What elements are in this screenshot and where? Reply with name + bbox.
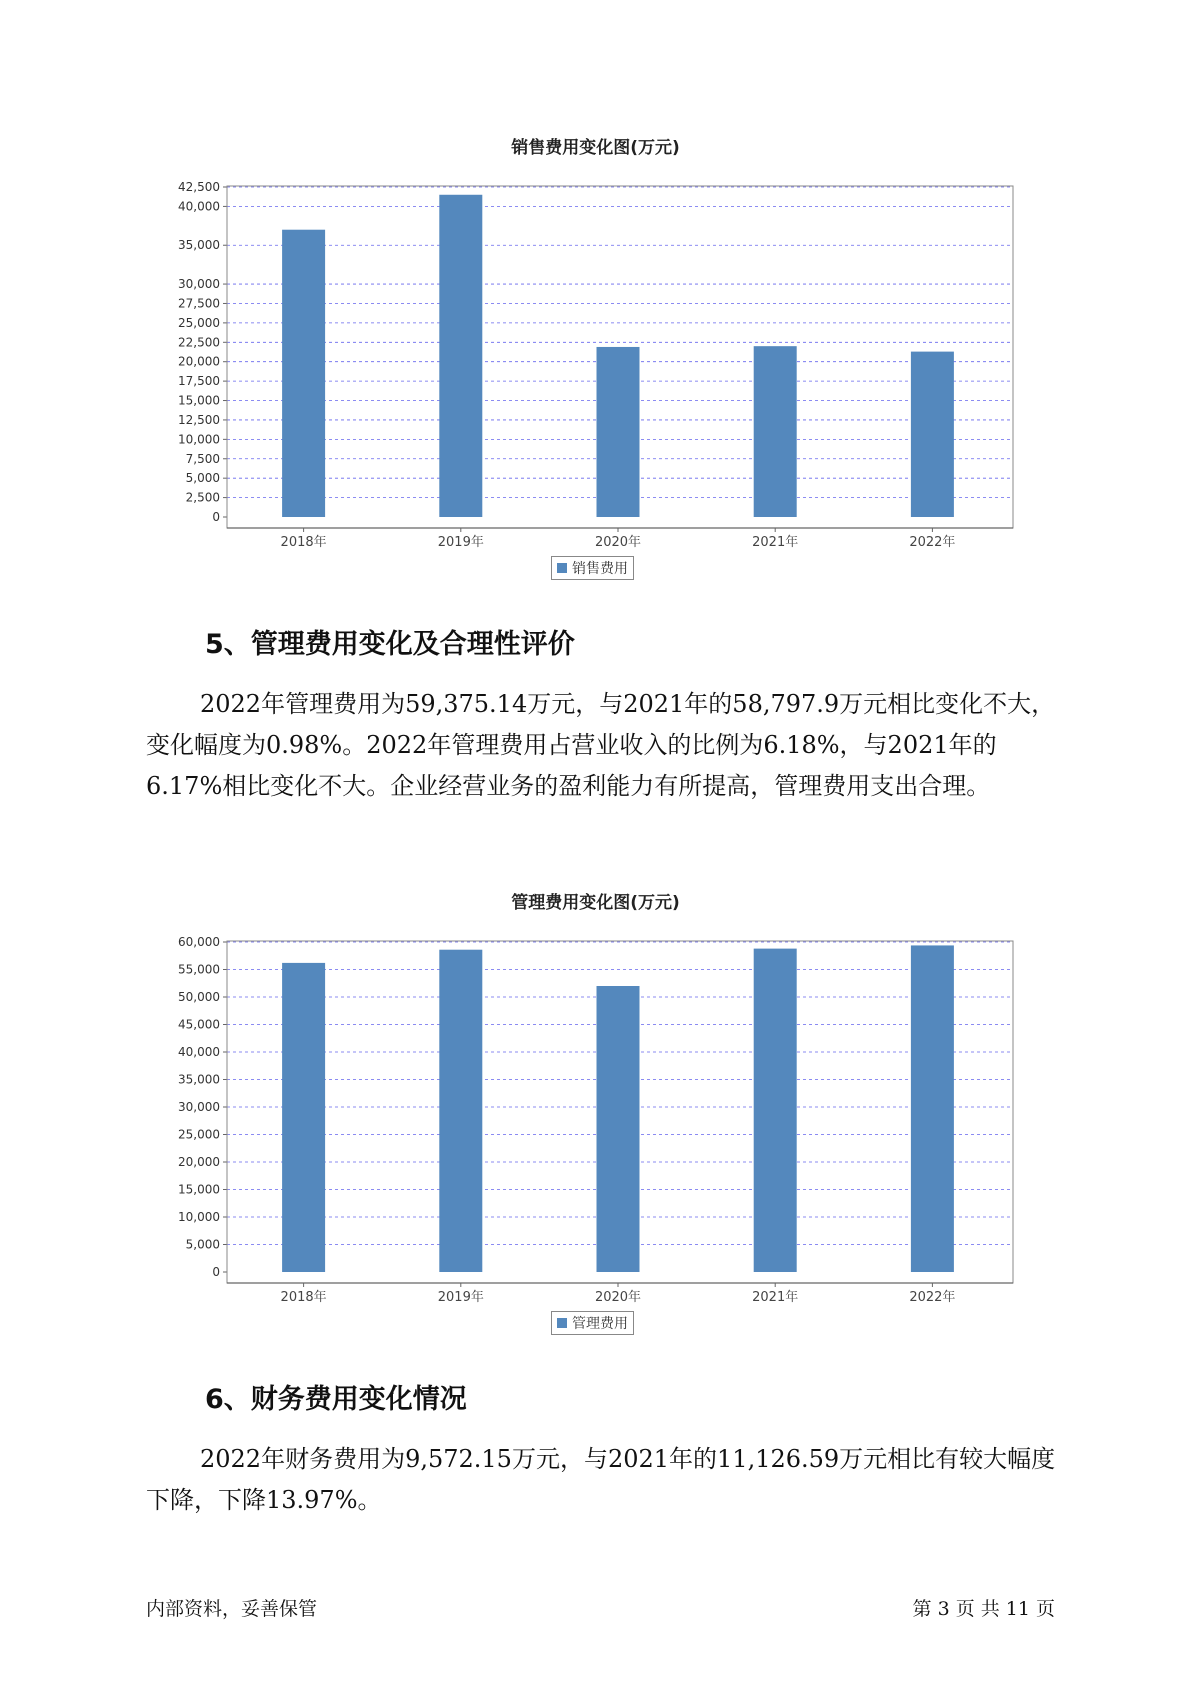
y-tick-label: 15,000	[178, 1182, 220, 1197]
y-tick-label: 15,000	[178, 393, 220, 408]
section-paragraph-6: 2022年财务费用为9,572.15万元，与2021年的11,126.59万元相比有较大幅度下降，下降13.97%。	[146, 1445, 1056, 1514]
y-tick-label: 27,500	[178, 296, 220, 311]
y-tick-label: 7,500	[185, 451, 220, 466]
legend-swatch	[557, 1318, 567, 1328]
y-tick-label: 30,000	[178, 277, 220, 292]
y-tick-label: 42,500	[178, 180, 220, 194]
x-tick-label: 2021年	[752, 1290, 799, 1305]
section-paragraph-5: 2022年管理费用为59,375.14万元，与2021年的58,797.9万元相比变化不大，变化幅度为0.98%。2022年管理费用占营业收入的比例为6.18%，与2021年的6.17%相比变化不大。企业经营业务的盈利能力有所提高，管理费用支出合理。	[146, 690, 1056, 800]
x-tick-label: 2019年	[437, 1290, 484, 1305]
x-tick-label: 2019年	[437, 535, 484, 550]
y-tick-label: 40,000	[178, 1045, 220, 1059]
y-tick-label: 10,000	[178, 432, 220, 447]
chart-title: 管理费用变化图(万元)	[511, 893, 680, 913]
x-tick-label: 2018年	[280, 535, 327, 550]
y-tick-label: 12,500	[178, 412, 220, 427]
footer-page-number: 第 3 页 共 11 页	[912, 1598, 1055, 1620]
x-tick-label: 2020年	[594, 535, 642, 550]
y-tick-label: 20,000	[178, 1155, 220, 1169]
chart-legend	[551, 1311, 634, 1335]
y-tick-label: 35,000	[178, 238, 220, 253]
y-tick-label: 5,000	[185, 1237, 220, 1252]
y-tick-label: 45,000	[178, 1017, 220, 1032]
x-tick-label: 2022年	[909, 535, 956, 550]
bar	[282, 963, 325, 1272]
y-tick-label: 17,500	[178, 374, 220, 389]
y-tick-label: 50,000	[178, 990, 220, 1004]
y-tick-label: 25,000	[178, 315, 220, 330]
x-tick-label: 2020年	[594, 1290, 642, 1305]
x-tick-label: 2021年	[752, 535, 799, 550]
y-tick-label: 60,000	[178, 935, 220, 949]
section-heading-6: 6、财务费用变化情况	[205, 1384, 467, 1415]
x-tick-label: 2018年	[280, 1290, 327, 1305]
y-tick-label: 5,000	[185, 471, 220, 486]
y-tick-label: 0	[212, 1265, 220, 1279]
y-tick-label: 22,500	[178, 335, 220, 350]
legend-label: 管理费用	[572, 1316, 628, 1332]
y-tick-label: 2,500	[185, 490, 220, 505]
bar	[754, 949, 797, 1272]
bar	[911, 945, 954, 1272]
y-tick-label: 40,000	[178, 199, 220, 214]
chart-title: 销售费用变化图(万元)	[511, 138, 680, 158]
y-tick-label: 10,000	[178, 1210, 220, 1224]
section-heading-5: 5、管理费用变化及合理性评价	[205, 629, 575, 660]
y-tick-label: 30,000	[178, 1100, 220, 1114]
y-tick-label: 0	[212, 510, 220, 524]
y-tick-label: 55,000	[178, 962, 220, 977]
y-tick-label: 35,000	[178, 1072, 220, 1087]
bar	[597, 986, 640, 1272]
bar	[439, 950, 482, 1272]
legend-label: 销售费用	[572, 561, 628, 577]
y-tick-label: 25,000	[178, 1127, 220, 1142]
y-tick-label: 20,000	[178, 354, 220, 369]
x-tick-label: 2022年	[909, 1290, 956, 1305]
footer-confidential-note: 内部资料，妥善保管	[146, 1598, 318, 1620]
